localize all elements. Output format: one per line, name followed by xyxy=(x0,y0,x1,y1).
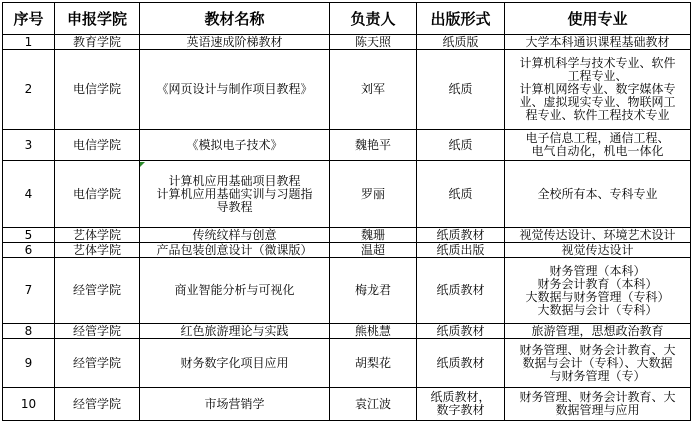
cell-textbook-name: 传统纹样与创意 xyxy=(140,228,330,243)
textbook-table xyxy=(2,2,691,421)
cell-owner: 梅龙君 xyxy=(330,258,417,324)
cell-textbook-name: 红色旅游理论与实践 xyxy=(140,324,330,339)
table-row xyxy=(3,130,691,161)
cell-textbook-name: 市场营销学 xyxy=(140,388,330,421)
cell-major: 电子信息工程，通信工程、 电气自动化，机电一体化 xyxy=(505,130,691,161)
cell-seq: 5 xyxy=(3,228,55,243)
cell-publication-format: 纸质教材 xyxy=(417,258,505,324)
cell-college: 教育学院 xyxy=(55,35,140,50)
cell-seq: 10 xyxy=(3,388,55,421)
table-row xyxy=(3,35,691,50)
cell-publication-format: 纸质教材， 数字教材 xyxy=(417,388,505,421)
cell-owner: 陈天照 xyxy=(330,35,417,50)
cell-college: 艺体学院 xyxy=(55,243,140,258)
cell-owner: 熊桃慧 xyxy=(330,324,417,339)
cell-publication-format: 纸质教材 xyxy=(417,339,505,388)
cell-seq: 4 xyxy=(3,161,55,228)
cell-major: 视觉传达设计、环境艺术设计 xyxy=(505,228,691,243)
cell-owner: 胡梨花 xyxy=(330,339,417,388)
cell-textbook-name: 《模拟电子技术》 xyxy=(140,130,330,161)
cell-major: 计算机科学与技术专业、软件 工程专业、 计算机网络专业、数字媒体专 业、虚拟现实专业、物联网工 程专业、软件工程技术专业 xyxy=(505,50,691,130)
cell-seq: 2 xyxy=(3,50,55,130)
header-textbook-name: 教材名称 xyxy=(140,3,330,35)
cell-seq: 7 xyxy=(3,258,55,324)
cell-seq: 8 xyxy=(3,324,55,339)
cell-owner: 罗丽 xyxy=(330,161,417,228)
cell-owner: 魏珊 xyxy=(330,228,417,243)
table-row xyxy=(3,243,691,258)
cell-publication-format: 纸质教材 xyxy=(417,228,505,243)
table-row xyxy=(3,258,691,324)
cell-major: 财务管理（本科） 财务会计教育（本科） 大数据与财务管理（专科） 大数据与会计（专科） xyxy=(505,258,691,324)
table-row xyxy=(3,228,691,243)
cell-major: 全校所有本、专科专业 xyxy=(505,161,691,228)
table-row xyxy=(3,388,691,421)
cell-college: 艺体学院 xyxy=(55,228,140,243)
header-seq: 序号 xyxy=(3,3,55,35)
cell-major: 财务管理、财务会计教育、大 数据与会计（专科）、大数据 与财务管理（专） xyxy=(505,339,691,388)
cell-major: 财务管理、财务会计教育、大 数据管理与应用 xyxy=(505,388,691,421)
cell-textbook-name: 《网页设计与制作项目教程》 xyxy=(140,50,330,130)
cell-comment-marker xyxy=(140,162,145,167)
header-publication-format: 出版形式 xyxy=(417,3,505,35)
cell-owner: 袁江波 xyxy=(330,388,417,421)
header-college: 申报学院 xyxy=(55,3,140,35)
table-row xyxy=(3,50,691,130)
cell-major: 旅游管理，思想政治教育 xyxy=(505,324,691,339)
cell-seq: 1 xyxy=(3,35,55,50)
cell-owner: 刘军 xyxy=(330,50,417,130)
cell-publication-format: 纸质教材 xyxy=(417,324,505,339)
cell-textbook-name: 财务数字化项目应用 xyxy=(140,339,330,388)
header-row xyxy=(3,3,691,35)
cell-publication-format: 纸质 xyxy=(417,50,505,130)
cell-seq: 6 xyxy=(3,243,55,258)
cell-textbook-name: 商业智能分析与可视化 xyxy=(140,258,330,324)
cell-publication-format: 纸质 xyxy=(417,161,505,228)
cell-major: 视觉传达设计 xyxy=(505,243,691,258)
cell-publication-format: 纸质出版 xyxy=(417,243,505,258)
cell-textbook-name: 计算机应用基础项目教程 计算机应用基础实训与习题指 导教程 xyxy=(140,161,330,228)
cell-college: 经管学院 xyxy=(55,339,140,388)
cell-college: 电信学院 xyxy=(55,130,140,161)
cell-owner: 温超 xyxy=(330,243,417,258)
cell-publication-format: 纸质 xyxy=(417,130,505,161)
cell-publication-format: 纸质版 xyxy=(417,35,505,50)
cell-owner: 魏艳平 xyxy=(330,130,417,161)
cell-college: 电信学院 xyxy=(55,50,140,130)
cell-college: 电信学院 xyxy=(55,161,140,228)
table-row xyxy=(3,339,691,388)
cell-seq: 9 xyxy=(3,339,55,388)
cell-textbook-name: 产品包装创意设计（微课版） xyxy=(140,243,330,258)
cell-college: 经管学院 xyxy=(55,258,140,324)
header-owner: 负责人 xyxy=(330,3,417,35)
cell-seq: 3 xyxy=(3,130,55,161)
cell-textbook-name: 英语速成阶梯教材 xyxy=(140,35,330,50)
cell-college: 经管学院 xyxy=(55,324,140,339)
header-major: 使用专业 xyxy=(505,3,691,35)
table-row xyxy=(3,161,691,228)
table-row xyxy=(3,324,691,339)
cell-major: 大学本科通识课程基础教材 xyxy=(505,35,691,50)
cell-college: 经管学院 xyxy=(55,388,140,421)
